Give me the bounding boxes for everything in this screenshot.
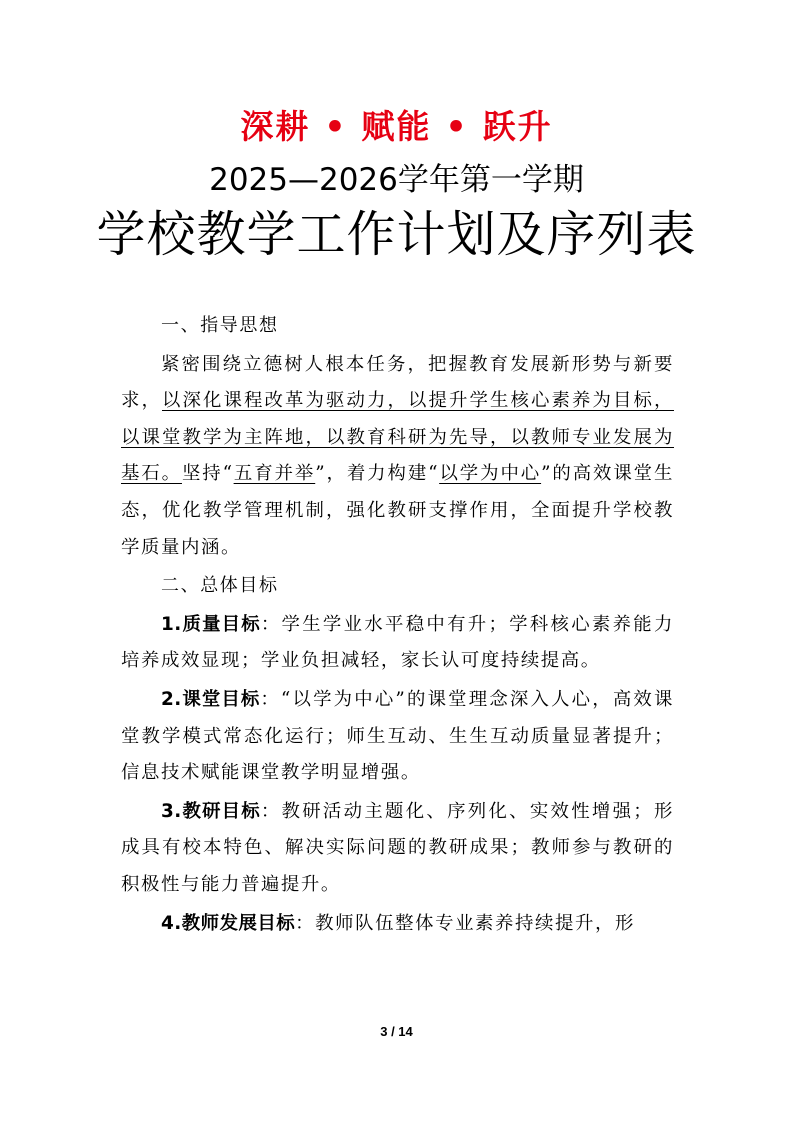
goal-paragraph-classroom [121,682,674,792]
document-title: 学校教学工作计划及序列表 [96,206,697,263]
slogan-dot-2: • [445,107,469,146]
goal-text: ：学生学业水平稳中有升；学科核心素养能力培养成效显现；学业负担减轻，家长认可度持续提高。 [121,613,674,672]
slogan [0,104,793,150]
underlined-text: 以深化课程改革为驱动力，以提升学生核心素养为目标，以课堂教学为主阵地，以教育科研为先导，以教师专业发展为基石。 [121,390,674,485]
goal-label: 4.教师发展目标 [161,912,296,934]
paragraph-text: ”，着力构建“ [315,463,440,485]
underlined-text: 五育并举 [233,463,316,485]
goal-label: 2.课堂目标 [161,688,261,710]
paragraph-text: 紧密围绕立德树人根本任务，把握教育发展新形势与新要求， [121,353,674,412]
slogan-part-2: 赋能 [361,107,432,146]
goal-text: ：教师队伍整体专业素养持续提升，形 [295,912,635,934]
page-number: 3 / 14 [380,1024,413,1039]
slogan-part-3: 跃升 [482,107,553,146]
slogan-part-1: 深耕 [240,107,311,146]
paragraph-text: ”的高效课堂生态，优化教学管理机制，强化教研支撑作用，全面提升学校教学质量内涵。 [121,463,674,558]
goal-paragraph-quality [121,607,674,680]
guiding-ideology-paragraph [121,347,674,567]
slogan-dot-1: • [324,107,348,146]
document-subtitle: 2025—2026学年第一学期 [209,162,584,198]
document-body [121,306,674,942]
goal-label: 1.质量目标 [161,613,261,635]
section-heading-overall-goals: 二、总体目标 [161,575,279,597]
goal-text: ：教研活动主题化、序列化、实效性增强；形成具有校本特色、解决实际问题的教研成果；教师参与教研的积极性与能力普遍提升。 [121,800,674,895]
underlined-text: 以学为中心 [439,463,542,485]
goal-text: ：“以学为中心”的课堂理念深入人心，高效课堂教学模式常态化运行；师生互动、生生互动质量显著提升；信息技术赋能课堂教学明显增强。 [121,688,674,784]
paragraph-text: 坚持“ [181,463,234,485]
goal-label: 3.教研目标 [161,800,261,822]
goal-paragraph-teacher-development [121,906,674,943]
section-heading-guiding-ideology: 一、指导思想 [161,315,279,336]
goal-paragraph-research [121,794,674,904]
